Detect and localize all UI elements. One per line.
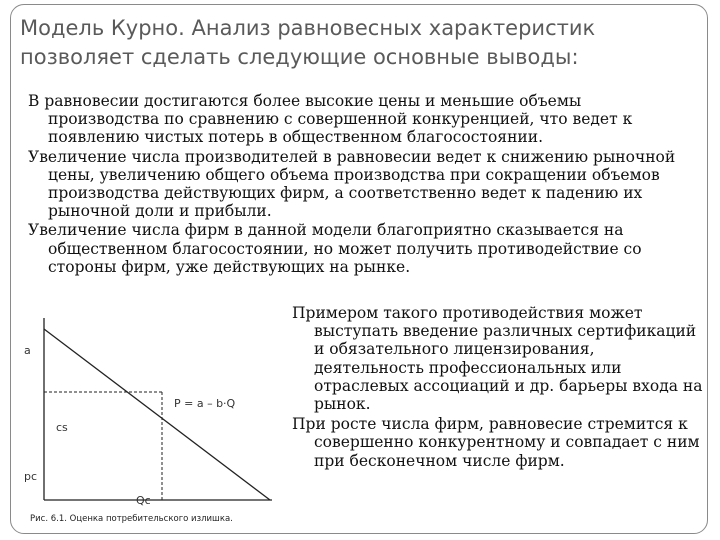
label-pc: pc bbox=[24, 470, 38, 483]
demand-line bbox=[44, 329, 270, 500]
label-a: a bbox=[24, 344, 31, 357]
barriers-paragraph: Примером такого противодействия может выступать введение различных сертификаций и обязательного лицензирования, деятельность профессиональных или отраслевых ассоциаций и др. барьеры входа на рынок. bbox=[292, 304, 703, 414]
equilibrium-paragraph: При росте числа фирм, равновесие стремится к совершенно конкурентному и совпадает с ним при бесконечном числе фирм. bbox=[292, 415, 700, 470]
figure-caption: Рис. 6.1. Оценка потребительского излишка. bbox=[30, 514, 233, 524]
label-qc: Qc bbox=[136, 494, 151, 507]
slide-title: Модель Курно. Анализ равновесных характеристик позволяет сделать следующие основные выводы: bbox=[20, 16, 596, 69]
label-cs: cs bbox=[56, 421, 68, 434]
conclusion-item: Увеличение числа производителей в равновесии ведет к снижению рыночной цены, увеличению общего объема производства при сокращении объемов производства действующих фирм, а соответственно ведет к падению их рыночной доли и прибыли. bbox=[28, 147, 676, 221]
demand-equation: P = a – b·Q bbox=[174, 397, 236, 410]
conclusion-item: Увеличение числа фирм в данной модели благоприятно сказывается на общественном благосостоянии, но может получить противодействие со стороны фирм, уже действующих на рынке. bbox=[28, 221, 642, 276]
conclusions-list bbox=[28, 92, 696, 290]
right-text-block bbox=[292, 304, 704, 472]
conclusion-item: В равновесии достигаются более высокие цены и меньшие объемы производства по сравнению с совершенной конкуренцией, что ведет к появлению чистых потерь в общественном благосостоянии. bbox=[28, 92, 633, 147]
consumer-surplus-graph bbox=[22, 318, 272, 514]
